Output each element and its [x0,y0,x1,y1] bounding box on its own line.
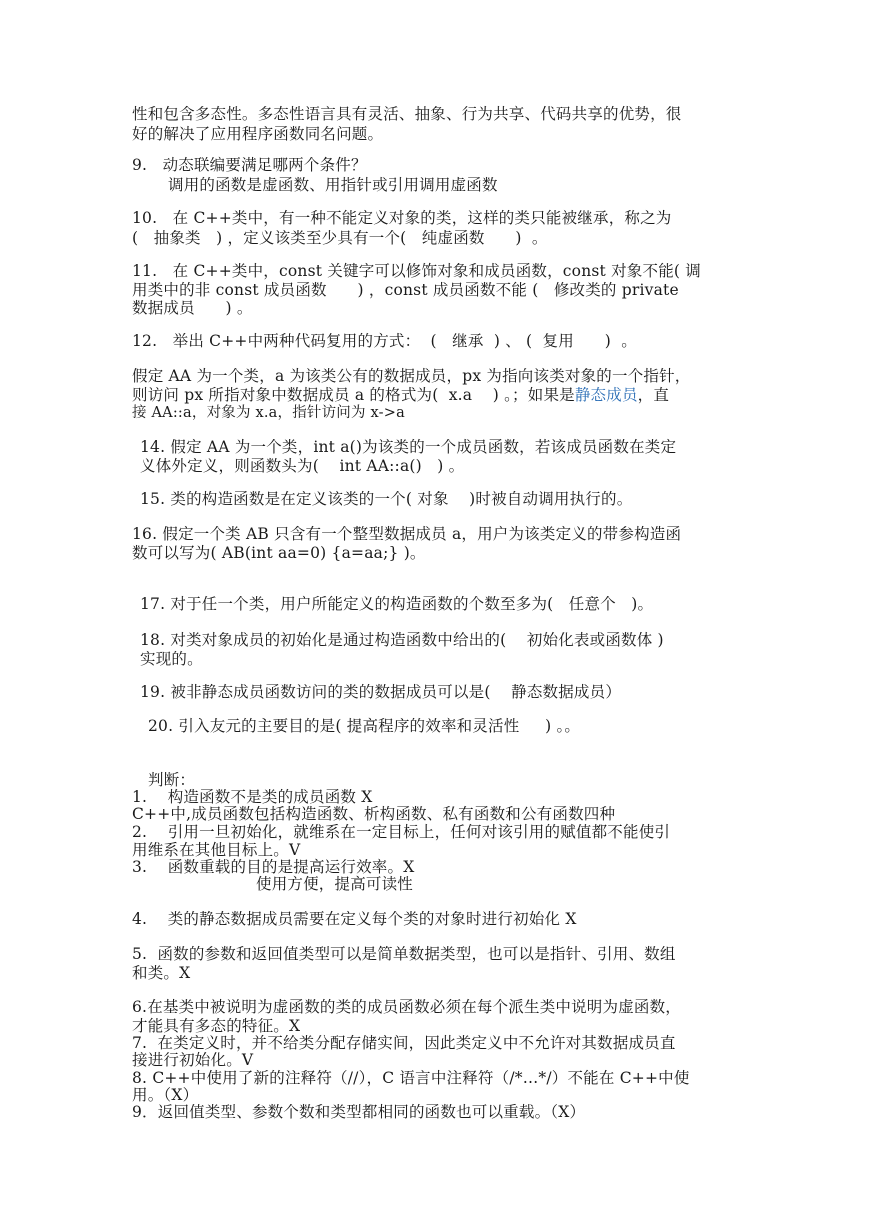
q19-line-1: 19. 被非静态成员函数访问的类的数据成员可以是( 静态数据成员） [140,683,622,701]
q9-question: 9. 动态联编要满足哪两个条件？ [132,156,367,174]
q16-line-1: 16. 假定一个类 AB 只含有一个整型数据成员 a，用户为该类定义的带参构造函 [132,525,682,543]
judge-3-note: 使用方便，提高可读性 [256,875,414,893]
judge-8-line-2: 用。（X） [132,1086,199,1104]
judge-6-line-2: 才能具有多态的特征。X [132,1017,301,1035]
q18-line-2: 实现的。 [140,650,203,668]
judge-6-line-1: 6.在基类中被说明为虚函数的类的成员函数必须在每个派生类中说明为虚函数， [132,998,681,1016]
q13-line-2 [132,385,669,405]
q13-line-2-end: ，直 [637,386,670,404]
q13-line-3: 接 AA::a，对象为 x.a，指针访问为 x->a [132,405,405,421]
q13-line-2-start: 则访问 px 所指对象中数据成员 a 的格式为( x.a ) 。；如果是 [132,386,575,404]
q10-line-1: 10. 在 C++类中，有一种不能定义对象的类，这样的类只能被继承，称之为 [132,209,672,227]
q10-line-2: ( 抽象类 ) ，定义该类至少具有一个( 纯虚函数 ) 。 [132,229,548,247]
judge-9: 9．返回值类型、参数个数和类型都相同的函数也可以重载。（X） [132,1103,586,1121]
judge-1-note: C++中,成员函数包括构造函数、析构函数、私有函数和公有函数四种 [132,805,616,823]
q11-line-1: 11. 在 C++类中，const 关键字可以修饰对象和成员函数，const 对象不能( 调 [132,262,701,280]
judge-3: 3. 函数重载的目的是提高运行效率。X [132,858,415,876]
judge-5-line-2: 和类。X [132,964,191,982]
judge-1: 1. 构造函数不是类的成员函数 X [132,788,373,806]
q11-line-3: 数据成员 ) 。 [132,299,253,317]
q9-answer: 调用的函数是虚函数、用指针或引用调用虚函数 [168,176,498,194]
q13-line-1: 假定 AA 为一个类，a 为该类公有的数据成员，px 为指向该类对象的一个指针， [132,367,691,385]
q11-line-2: 用类中的非 const 成员函数 ) ，const 成员函数不能 ( 修改类的 private [132,281,679,299]
judge-8-line-1: 8. C++中使用了新的注释符（//），C 语言中注释符（/*…*/）不能在 C++中使 [132,1069,690,1087]
judge-2-line-1: 2. 引用一旦初始化，就维系在一定目标上，任何对该引用的赋值都不能使引 [132,823,671,841]
q16-line-2: 数可以写为( AB(int aa=0) {a=aa;} )。 [132,544,426,562]
intro-line-1: 性和包含多态性。多态性语言具有灵活、抽象、行为共享、代码共享的优势，很 [132,105,682,123]
q12-line-1: 12. 举出 C++中两种代码复用的方式： ( 继承 ) 、 ( 复用 ) 。 [132,332,637,350]
judge-2-line-2: 用维系在其他目标上。V [132,841,301,859]
q14-line-2: 义体外定义，则函数头为( int AA::a() ) 。 [140,457,465,475]
q17-line-1: 17. 对于任一个类，用户所能定义的构造函数的个数至多为( 任意个 )。 [140,595,654,613]
judge-5-line-1: 5. 函数的参数和返回值类型可以是简单数据类型，也可以是指针、引用、数组 [132,945,676,963]
q20-line-1: 20. 引入友元的主要目的是( 提高程序的效率和灵活性 ) 。。 [148,717,581,735]
judge-heading: 判断： [148,771,196,789]
judge-7-line-2: 接进行初始化。V [132,1051,254,1069]
q15-line-1: 15. 类的构造函数是在定义该类的一个( 对象 )时被自动调用执行的。 [140,490,633,508]
judge-7-line-1: 7. 在类定义时，并不给类分配存储实间，因此类定义中不允许对其数据成员直 [132,1034,676,1052]
q18-line-1: 18. 对类对象成员的初始化是通过构造函数中给出的( 初始化表或函数体 ) [140,631,664,649]
judge-4: 4. 类的静态数据成员需要在定义每个类的对象时进行初始化 X [132,910,577,928]
static-member-link[interactable]: 静态成员 [574,386,638,404]
intro-line-2: 好的解决了应用程序函数同名问题。 [132,125,384,143]
q14-line-1: 14. 假定 AA 为一个类，int a()为该类的一个成员函数，若该成员函数在类定 [140,438,677,456]
